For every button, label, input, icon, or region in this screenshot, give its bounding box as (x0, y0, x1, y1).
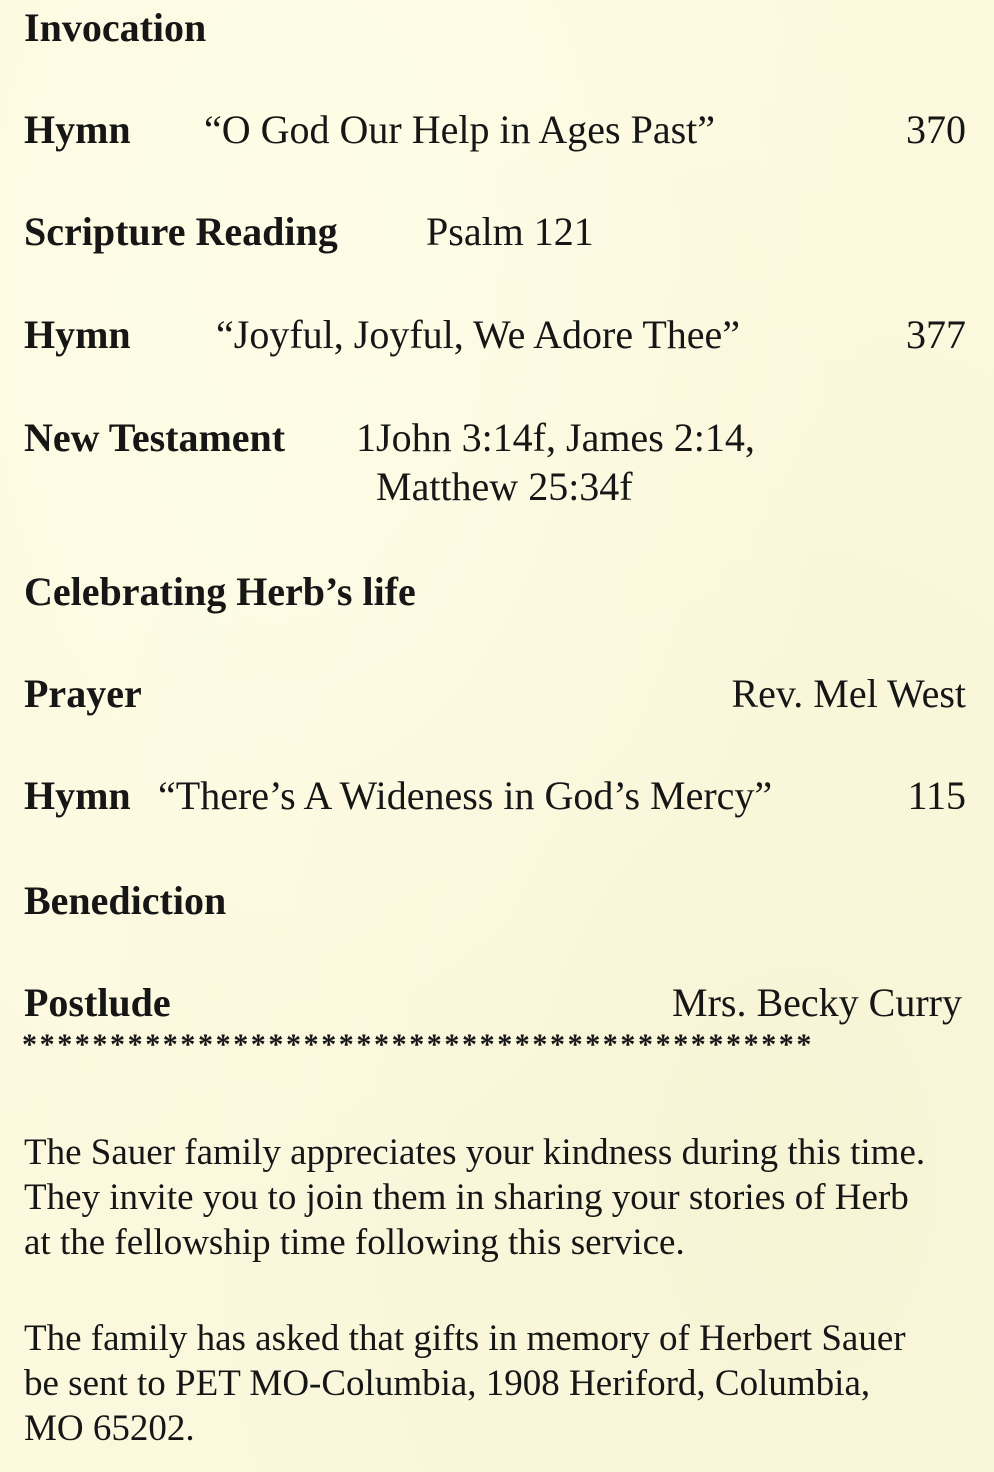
new-testament-line-1: 1John 3:14f, James 2:14, (356, 415, 755, 460)
hymn-number: 370 (906, 107, 966, 152)
hymn-label: Hymn (24, 773, 131, 818)
invocation-label: Invocation (24, 5, 207, 50)
paragraph-line: They invite you to join them in sharing your stories of Herb (24, 1177, 909, 1218)
memorial-gifts-paragraph (24, 1316, 974, 1451)
hymn-number: 115 (907, 773, 966, 818)
new-testament-label: New Testament (24, 415, 286, 460)
hymn-label: Hymn (24, 107, 131, 152)
paragraph-line: The Sauer family appreciates your kindness during this time. (24, 1132, 926, 1173)
hymn-number: 377 (906, 312, 966, 357)
hymn-title: “O God Our Help in Ages Past” (204, 107, 716, 152)
paragraph-line: be sent to PET MO-Columbia, 1908 Heriford, Columbia, (24, 1363, 871, 1404)
prayer-label: Prayer (24, 671, 142, 716)
paragraph-line: The family has asked that gifts in memory of Herbert Sauer (24, 1318, 906, 1359)
celebrating-label: Celebrating Herb’s life (24, 569, 416, 614)
hymn-title: “There’s A Wideness in God’s Mercy” (158, 773, 773, 818)
scripture-label: Scripture Reading (24, 209, 338, 254)
new-testament-line-2: Matthew 25:34f (376, 464, 633, 509)
postlude-performer: Mrs. Becky Curry (672, 980, 962, 1025)
family-thanks-paragraph (24, 1130, 974, 1265)
paragraph-line: MO 65202. (24, 1408, 195, 1449)
hymn-label: Hymn (24, 312, 131, 357)
scripture-text: Psalm 121 (426, 209, 594, 254)
paragraph-line: at the fellowship time following this service. (24, 1222, 685, 1263)
postlude-label: Postlude (24, 980, 171, 1025)
hymn-title: “Joyful, Joyful, We Adore Thee” (216, 312, 741, 357)
asterisk-divider: ********************************************* (22, 1028, 814, 1061)
prayer-leader: Rev. Mel West (731, 671, 966, 716)
benediction-label: Benediction (24, 878, 227, 923)
